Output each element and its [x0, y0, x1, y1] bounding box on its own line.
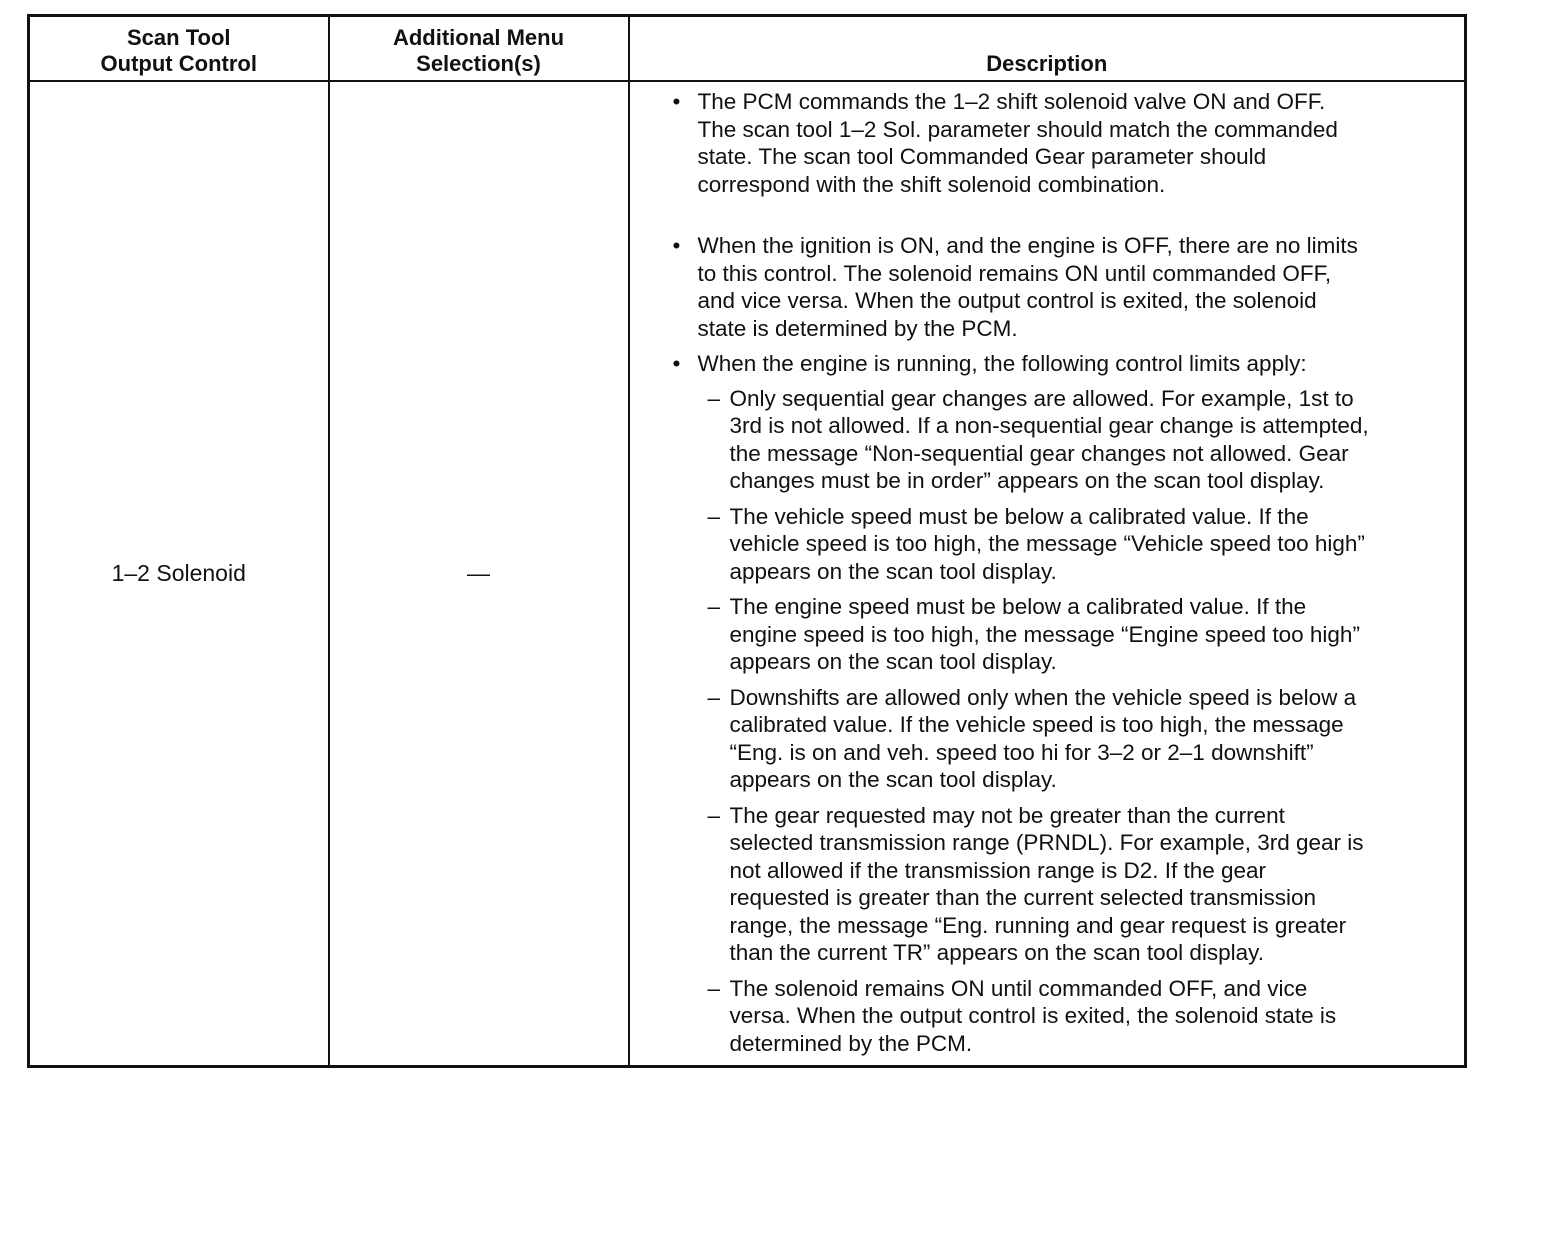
description-bullet: • The PCM commands the 1–2 shift solenoid valve ON and OFF. The scan tool 1–2 Sol. parameter should match the commanded state. The scan tool Commanded Gear parameter should correspond with the shift solenoid combination.: [673, 88, 1457, 198]
control-limit-item: – The engine speed must be below a calibrated value. If the engine speed is too high, the message “Engine speed too high” appears on the scan tool display.: [708, 593, 1457, 676]
control-limit-item: – The solenoid remains ON until commanded OFF, and vice versa. When the output control is exited, the solenoid state is determined by the PCM.: [708, 975, 1457, 1058]
header-additional-menu-selections: Additional Menu Selection(s): [329, 16, 629, 82]
control-limit-item: – Downshifts are allowed only when the vehicle speed is below a calibrated value. If the vehicle speed is too high, the message “Eng. is on and veh. speed too hi for 3–2 or 2–1 downshift” appears on the scan tool display.: [708, 684, 1457, 794]
description-bullet: • When the engine is running, the following control limits apply:: [673, 350, 1457, 378]
output-control-table: [27, 14, 1467, 1068]
menu-selection-cell: —: [329, 81, 629, 1067]
output-control-cell: 1–2 Solenoid: [29, 81, 329, 1067]
description-cell: [629, 81, 1466, 1067]
control-limit-item: – Only sequential gear changes are allowed. For example, 1st to 3rd is not allowed. If a non-sequential gear change is attempted, the message “Non-sequential gear changes not allowed. Gear changes must be in order” appears on the scan tool display.: [708, 385, 1457, 495]
header-scan-tool-output-control: Scan Tool Output Control: [29, 16, 329, 82]
control-limit-item: – The gear requested may not be greater than the current selected transmission range (PRNDL). For example, 3rd gear is not allowed if the transmission range is D2. If the gear requested is greater than the current selected transmission range, the message “Eng. running and gear request is greater than the current TR” appears on the scan tool display.: [708, 802, 1457, 967]
table-row: [29, 81, 1466, 1067]
control-limit-item: – The vehicle speed must be below a calibrated value. If the vehicle speed is too high, the message “Vehicle speed too high” appears on the scan tool display.: [708, 503, 1457, 586]
description-bullet: • When the ignition is ON, and the engine is OFF, there are no limits to this control. The solenoid remains ON until commanded OFF, and vice versa. When the output control is exited, the solenoid state is determined by the PCM.: [673, 232, 1457, 342]
header-description: Description: [629, 16, 1466, 82]
table-header-row: [29, 16, 1466, 82]
